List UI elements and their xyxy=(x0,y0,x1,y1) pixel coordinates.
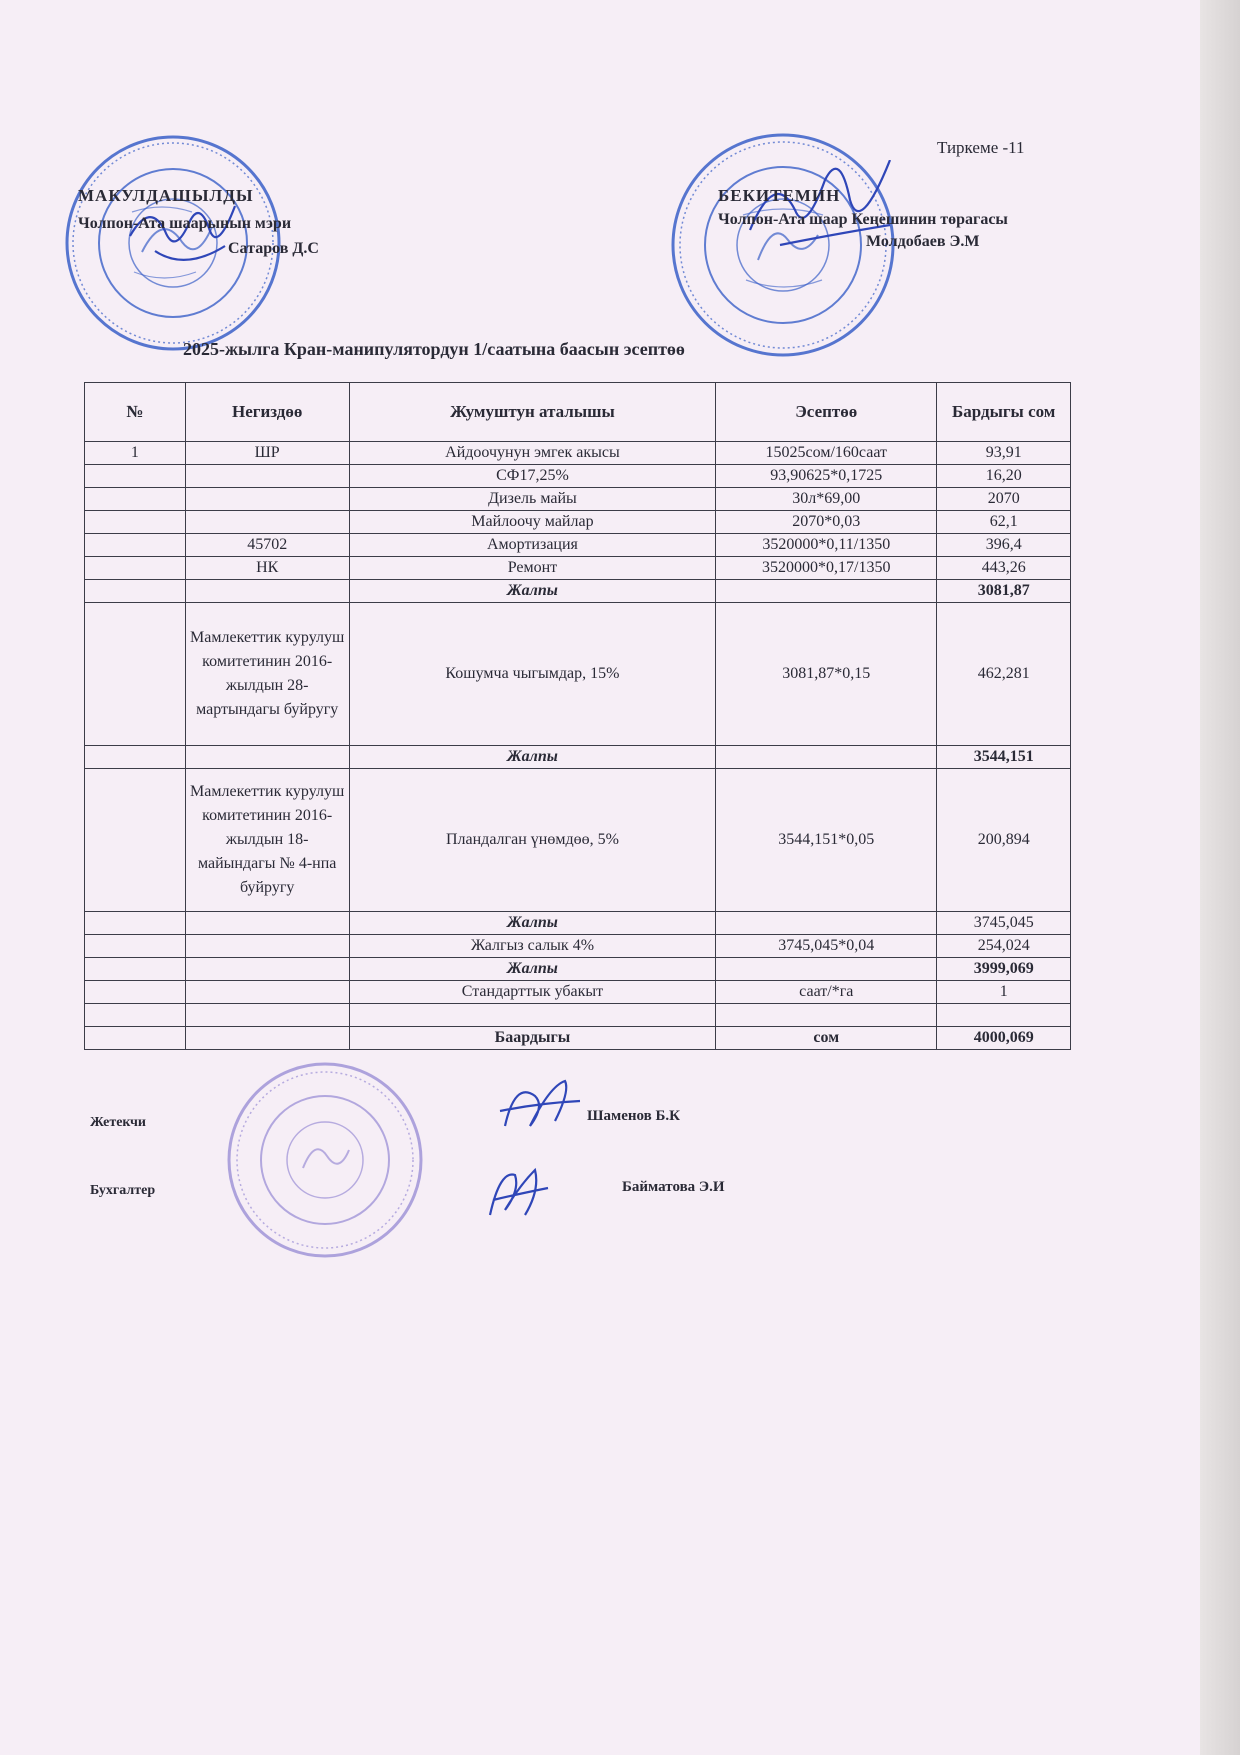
table-row xyxy=(85,557,1071,580)
agreed-heading: МАКУЛДАШЫЛДЫ xyxy=(78,186,254,205)
cell-calculation: 93,90625*0,1725 xyxy=(716,465,937,488)
table-row xyxy=(85,511,1071,534)
cell-basis: 45702 xyxy=(185,534,349,557)
header-calculation: Эсептөө xyxy=(716,383,937,442)
cell-number xyxy=(85,935,186,958)
cost-calculation-table xyxy=(84,382,1071,1050)
cell-work-name: Жалпы xyxy=(349,746,715,769)
header-work-name: Жумуштун аталышы xyxy=(349,383,715,442)
cell-work-name: Баардыгы xyxy=(349,1027,715,1050)
approved-name: Молдобаев Э.М xyxy=(866,233,980,250)
cell-work-name: Жалгыз салык 4% xyxy=(349,935,715,958)
approved-heading: БЕКИТЕМИН xyxy=(718,186,841,205)
cell-basis xyxy=(185,958,349,981)
cell-calculation: 3745,045*0,04 xyxy=(716,935,937,958)
cell-total: 254,024 xyxy=(937,935,1071,958)
cell-total: 396,4 xyxy=(937,534,1071,557)
cell-total xyxy=(937,1004,1071,1027)
cell-calculation: саат/*га xyxy=(716,981,937,1004)
cell-basis xyxy=(185,746,349,769)
cell-total: 62,1 xyxy=(937,511,1071,534)
cell-calculation: 3520000*0,17/1350 xyxy=(716,557,937,580)
cell-work-name: Ремонт xyxy=(349,557,715,580)
mayor-signature xyxy=(125,196,245,281)
agreed-position: Чолпон-Ата шаарынын мэри xyxy=(78,215,292,232)
cell-work-name: Амортизация xyxy=(349,534,715,557)
cell-number xyxy=(85,981,186,1004)
cell-number xyxy=(85,557,186,580)
cell-total: 3745,045 xyxy=(937,912,1071,935)
cell-work-name: Майлоочу майлар xyxy=(349,511,715,534)
cell-number xyxy=(85,1027,186,1050)
empty-row xyxy=(85,1004,1071,1027)
cell-work-name: Дизель майы xyxy=(349,488,715,511)
annex-label: Тиркеме -11 xyxy=(937,138,1025,157)
director-name: Шаменов Б.К xyxy=(587,1108,681,1124)
cell-basis xyxy=(185,580,349,603)
cell-basis xyxy=(185,981,349,1004)
agreed-name: Сатаров Д.С xyxy=(228,240,319,257)
cell-total: 1 xyxy=(937,981,1071,1004)
cell-number xyxy=(85,488,186,511)
cell-number xyxy=(85,580,186,603)
table-row xyxy=(85,442,1071,465)
cell-calculation xyxy=(716,912,937,935)
cell-number xyxy=(85,746,186,769)
table-row xyxy=(85,603,1071,746)
cell-total: 2070 xyxy=(937,488,1071,511)
cell-total: 16,20 xyxy=(937,465,1071,488)
grand-total-row xyxy=(85,1027,1071,1050)
accountant-signature xyxy=(485,1160,555,1235)
cell-calculation: 3520000*0,11/1350 xyxy=(716,534,937,557)
table-header-row xyxy=(85,383,1071,442)
header-total: Бардыгы сом xyxy=(937,383,1071,442)
cell-number xyxy=(85,958,186,981)
cell-calculation: 3081,87*0,15 xyxy=(716,603,937,746)
cell-calculation: 30л*69,00 xyxy=(716,488,937,511)
document-title: 2025-жылга Кран-манипулятордун 1/саатына баасын эсептөө xyxy=(183,339,685,359)
cell-number xyxy=(85,465,186,488)
cell-calculation xyxy=(716,958,937,981)
cell-calculation: 3544,151*0,05 xyxy=(716,769,937,912)
header-basis: Негиздөө xyxy=(185,383,349,442)
table-row xyxy=(85,981,1071,1004)
approved-position: Чолпон-Ата шаар Кеңешинин төрагасы xyxy=(718,211,1008,228)
cell-number xyxy=(85,534,186,557)
cell-total: 462,281 xyxy=(937,603,1071,746)
subtotal-row xyxy=(85,580,1071,603)
table-row xyxy=(85,534,1071,557)
cell-calculation: 2070*0,03 xyxy=(716,511,937,534)
cell-basis xyxy=(185,1004,349,1027)
cell-basis xyxy=(185,1027,349,1050)
subtotal-row xyxy=(85,912,1071,935)
cell-number xyxy=(85,769,186,912)
cell-basis: Мамлекеттик курулуш комитетинин 2016-жылдын 28-мартындагы буйругу xyxy=(185,603,349,746)
table-row xyxy=(85,935,1071,958)
cell-total: 200,894 xyxy=(937,769,1071,912)
accountant-name: Байматова Э.И xyxy=(622,1179,725,1195)
cell-work-name: Жалпы xyxy=(349,958,715,981)
cell-number xyxy=(85,511,186,534)
cell-work-name: Стандарттык убакыт xyxy=(349,981,715,1004)
cell-basis: НК xyxy=(185,557,349,580)
cell-basis: ШР xyxy=(185,442,349,465)
cell-work-name: Кошумча чыгымдар, 15% xyxy=(349,603,715,746)
cell-total: 93,91 xyxy=(937,442,1071,465)
cell-work-name: СФ17,25% xyxy=(349,465,715,488)
round-stamp-municipal-enterprise xyxy=(225,1058,425,1263)
cell-calculation: сом xyxy=(716,1027,937,1050)
cell-total: 3081,87 xyxy=(937,580,1071,603)
cell-basis: Мамлекеттик курулуш комитетинин 2016-жылдын 18-майындагы № 4-нпа буйругу xyxy=(185,769,349,912)
cell-number xyxy=(85,912,186,935)
cell-calculation xyxy=(716,1004,937,1027)
cell-number xyxy=(85,603,186,746)
cell-calculation: 15025сом/160саат xyxy=(716,442,937,465)
director-signature xyxy=(495,1066,585,1151)
cell-number xyxy=(85,1004,186,1027)
accountant-role: Бухгалтер xyxy=(90,1183,156,1198)
cell-total: 3544,151 xyxy=(937,746,1071,769)
cell-calculation xyxy=(716,580,937,603)
cell-total: 443,26 xyxy=(937,557,1071,580)
cell-work-name: Жалпы xyxy=(349,580,715,603)
header-number: № xyxy=(85,383,186,442)
table-row xyxy=(85,465,1071,488)
table-row xyxy=(85,488,1071,511)
cell-total: 3999,069 xyxy=(937,958,1071,981)
cell-work-name: Жалпы xyxy=(349,912,715,935)
cell-work-name xyxy=(349,1004,715,1027)
director-role: Жетекчи xyxy=(90,1115,146,1130)
cell-basis xyxy=(185,935,349,958)
scan-edge xyxy=(1200,0,1240,1755)
cell-number: 1 xyxy=(85,442,186,465)
subtotal-row xyxy=(85,746,1071,769)
cell-work-name: Пландалган үнөмдөө, 5% xyxy=(349,769,715,912)
cell-calculation xyxy=(716,746,937,769)
table-row xyxy=(85,769,1071,912)
subtotal-row xyxy=(85,958,1071,981)
cell-basis xyxy=(185,465,349,488)
cell-basis xyxy=(185,511,349,534)
cell-basis xyxy=(185,488,349,511)
cell-basis xyxy=(185,912,349,935)
cell-total: 4000,069 xyxy=(937,1027,1071,1050)
cell-work-name: Айдоочунун эмгек акысы xyxy=(349,442,715,465)
